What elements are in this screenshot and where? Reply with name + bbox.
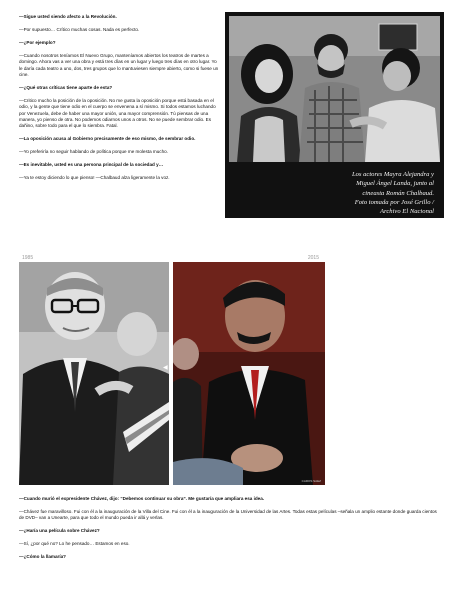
interview-left-column [19, 14, 221, 188]
interview-paragraph: —Ya te estoy diciendo lo que pienso! —Chalbaud alza ligeramente la voz. [19, 175, 170, 180]
interview-paragraph: —Sí, ¿por qué no? Lo he pensado… Estamos en eso. [19, 541, 130, 547]
chevron-left-icon[interactable]: ◀ [163, 365, 168, 371]
comparison-image-2015 [173, 262, 325, 485]
archive-photo-card [225, 12, 444, 218]
year-label-left: 1985 [22, 255, 34, 261]
interview-paragraph: —Cuando murió el expresidente Chávez, dijo: “Debemos continuar su obra”. Me gustaría que ampliara esa idea. [19, 496, 265, 501]
interview-paragraph: —Critico mucho la posición de la oposición. No me gusta la oposición porque está basada en el odio, y la gente que tiene odio en el cuerpo se envenena a sí mismo. Si todos estamos luchando por Venezuela, debe de haber una mayor unión, una mayor comprensión. Tú piensas de una manera, yo pienso de otra. No podemos odiarnos unos a otros. No se puede sembrar odio. Es dañino, sobre todo para el que lo siembra. Fatal. [19, 97, 216, 129]
interview-paragraph: —¿Qué otras críticas tiene aparte de esta? [19, 84, 113, 90]
interview-paragraph: —Sigue usted siendo afecto a la Revolución. [19, 14, 117, 19]
comparison-image-1985 [19, 262, 169, 485]
year-label-right: 2015 [307, 255, 319, 261]
interview-paragraph: —Yo preferiría no seguir hablando de política porque me molesta mucho. [19, 149, 168, 155]
archive-photo [229, 16, 440, 162]
interview-paragraph: —¿Cómo la llamaría? [19, 554, 66, 560]
interview-paragraph: —¿Haría una película sobre Chávez? [19, 528, 100, 534]
interview-paragraph: —¿Por ejemplo? [19, 39, 56, 45]
archive-photo-illustration [229, 16, 440, 162]
interview-paragraph: —La oposición acusa al Gobierno precisamente de eso mismo, de sembrar odio. [19, 136, 196, 142]
interview-paragraph: —Cuando nosotros teníamos El Nuevo Grupo, manteníamos abiertos los teatros de martes a domingo. Ahora vas a ver una obra y está tres días en un lugar y luego tres días en otro lugar. Yo le daría cada teatro a uno, dos, tres grupos que lo mantuviesen siempre abierto, como si fuese un cine. [19, 52, 219, 77]
interview-paragraph: —Es inevitable, usted es una persona principal de la sociedad y… [19, 162, 164, 168]
interview-bottom-text [19, 496, 439, 567]
comparison-image-2015-illustration [173, 262, 325, 485]
comparison-image-1985-illustration [19, 262, 169, 485]
interview-paragraph: —Chávez fue maravilloso. Fui con él a la inauguración de la Villa del Cine. Fui con él a la inauguración de la Universidad de las Artes. Todas estas películas –señala un amplio estante donde guarda cientos de DVD– van a Unearte, para que todo el mundo pueda ir allá y verlas. [19, 508, 437, 521]
before-after-comparison[interactable] [19, 252, 325, 485]
interview-paragraph: —Por supuesto… Crítico muchas cosas. Nada es perfecto. [19, 26, 140, 32]
photo-caption: Los actores Mayra Alejandra y Miguel Ángel Landa, junto al cineasta Román Chalbaud. Foto tomada por José Grillo / Archivo El Nacional [351, 171, 434, 216]
photo-credit: CAROS SAEZ [301, 479, 321, 483]
